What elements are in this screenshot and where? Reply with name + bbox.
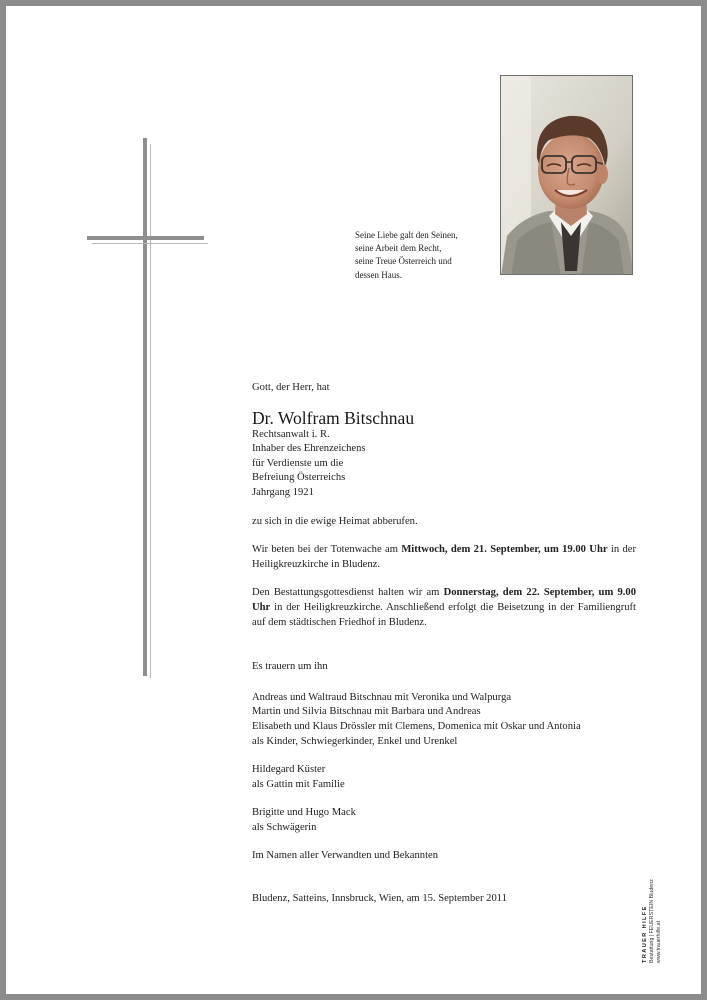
closing-line: Im Namen aller Verwandten und Bekannten [252,850,439,862]
imprint-company: Bestattung | FEUERSTEIN Bludenz [649,879,655,963]
deceased-name: Dr. Wolfram Bitschnau [252,407,415,428]
mourner-line: als Gattin mit Familie [252,778,345,790]
title-line: Inhaber des Ehrenzeichens [252,443,366,455]
title-line: Jahrgang 1921 [252,486,314,498]
obituary-text [252,381,636,907]
intro-text: Gott, der Herr, hat [252,382,330,393]
title-line: Rechtsanwalt i. R. [252,428,330,440]
mourner-line: als Schwägerin [252,821,317,833]
quote-line: seine Arbeit dem Recht, [355,243,442,254]
portrait-photo [500,75,633,275]
mourner-line: Elisabeth und Klaus Drössler mit Clemens, Domenica mit Oskar und Antonia [252,720,581,732]
mourner-line: Hildegard Küster [252,764,326,776]
wake-date: Mittwoch, dem 21. September, um 19.00 Uhr [401,544,608,556]
funeral-home-imprint [642,858,672,963]
mourner-line: Andreas und Waltraud Bitschnau mit Veronika und Walpurga [252,691,512,703]
wake-paragraph: Wir beten bei der Totenwache am Mittwoch, dem 21. September, um 19.00 Uhr in der Heiligkreuzkirche in Bludenz. [252,544,637,570]
title-line: Befreiung Österreichs [252,472,346,484]
called-home-text: zu sich in die ewige Heimat abberufen. [252,515,418,527]
imprint-website: www.trauerhilfe.at [656,920,662,963]
funeral-paragraph: Den Bestattungsgottesdienst halten wir am Donnerstag, dem 22. September, um 9.00 Uhr in der Heiligkreuzkirche. Anschließend erfolgt die Beisetzung in der Familiengruft auf dem städtischen Friedhof in Bludenz. [252,587,636,628]
mourner-line: als Kinder, Schwiegerkinder, Enkel und Urenkel [252,735,458,747]
quote-line: Seine Liebe galt den Seinen, [355,230,458,240]
title-line: für Verdienste um die [252,457,344,469]
funeral-date: Donnerstag, dem 22. September, um 9.00 Uhr [252,587,636,613]
place-date: Bludenz, Satteins, Innsbruck, Wien, am 15. September 2011 [252,893,507,905]
mourner-line: Brigitte und Hugo Mack [252,807,356,819]
mourning-intro: Es trauern um ihn [252,661,328,673]
mourner-line: Martin und Silvia Bitschnau mit Barbara und Andreas [252,706,481,718]
quote-line: seine Treue Österreich und [355,256,452,267]
quote-line: dessen Haus. [355,269,402,280]
memorial-quote [355,229,495,282]
imprint-brand: TRAUER HILFE [642,905,648,963]
